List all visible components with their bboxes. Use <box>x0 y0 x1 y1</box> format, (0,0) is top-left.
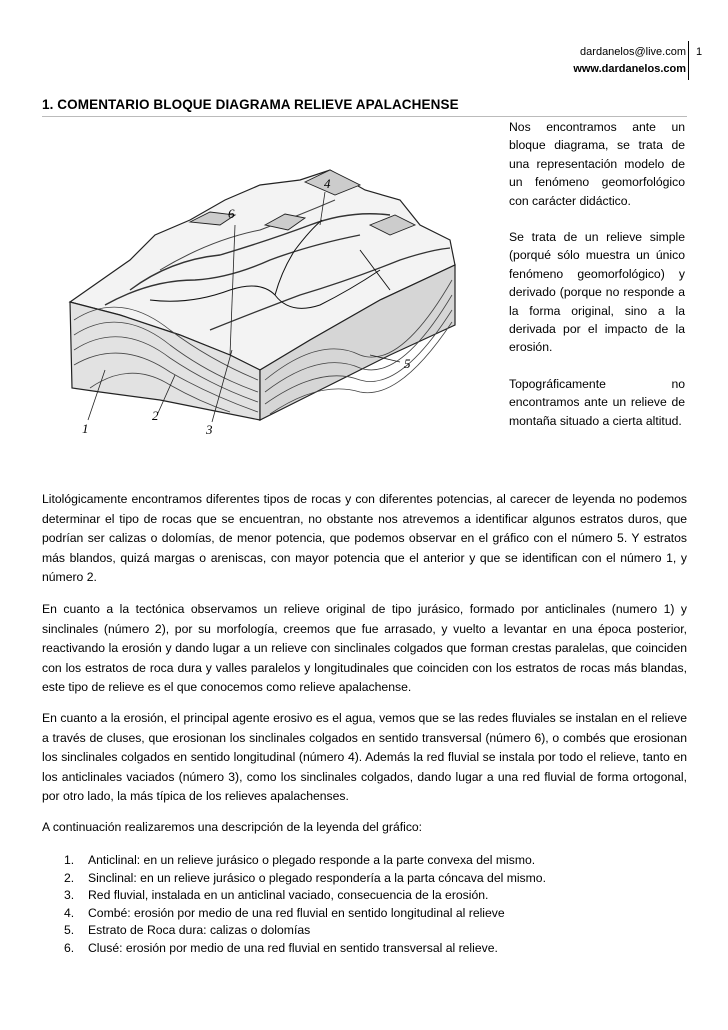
figure-label-6: 6 <box>228 206 235 221</box>
figure-label-2: 2 <box>152 408 159 423</box>
list-item-text: Anticlinal: en un relieve jurásico o plegado responde a la parte convexa del mismo. <box>88 853 536 867</box>
list-item <box>42 870 687 888</box>
paragraph-legend-intro: A continuación realizaremos una descripción de la leyenda del gráfico: <box>42 820 423 834</box>
list-item <box>42 905 687 923</box>
paragraph-lithology: Litológicamente encontramos diferentes tipos de rocas y con diferentes potencias, al carecer de leyenda no podemos determinar el tipo de rocas que se encuentran, no obstante nos atrevemos a identificar algunos estratos duros, que podrían ser calizas o dolomías, de menor potencia, que podemos observar en el gráfico con el número 5. Y estratos más blandos, quizá margas o areniscas, con mayor potencia que el anterior y que se identifican con el número 1, y número 2. <box>42 492 687 584</box>
side-column <box>509 118 685 448</box>
page-header <box>0 0 728 80</box>
list-item-number: 6. <box>64 940 75 955</box>
list-item <box>42 940 687 958</box>
paragraph-tectonics: En cuanto a la tectónica observamos un relieve original de tipo jurásico, formado por anticlinales (numero 1) y sinclinales (número 2), por su morfología, creemos que fue arrasado, y vuelto a levantar en una época posterior, reactivando la erosión y dando lugar a un relieve con sinclinales colgados que forman crestas paralelas, que coinciden con los estratos de roca dura y valles paralelos y longitudinales que coinciden con los estratos de rocas más blandas, este tipo de relieve es el que conocemos como relieve apalachense. <box>42 602 687 694</box>
figure-label-5: 5 <box>404 356 411 371</box>
header-email: dardanelos@live.com <box>580 46 686 58</box>
list-item <box>42 922 687 940</box>
block-diagram-illustration <box>60 130 480 440</box>
list-item-text: Combé: erosión por medio de una red fluvial en sentido longitudinal al relieve <box>88 905 505 920</box>
figure-label-3: 3 <box>206 422 213 437</box>
block-diagram-figure <box>60 130 480 440</box>
figure-label-1: 1 <box>82 421 89 436</box>
list-item-number: 3. <box>64 888 75 903</box>
list-item-text: Clusé: erosión por medio de una red fluvial en sentido transversal al relieve. <box>88 940 498 955</box>
side-paragraph: Topográficamente no encontramos ante un relieve de montaña situado a cierta altitud. <box>509 376 685 428</box>
list-item-number: 4. <box>64 905 75 920</box>
list-item-text: Sinclinal: en un relieve jurásico o plegado respondería a la parta cóncava del mismo. <box>88 870 546 885</box>
side-paragraph: Nos encontramos ante un bloque diagrama, se trata de una representación modelo de un fenómeno geomorfológico con carácter didáctico. <box>509 120 685 208</box>
section-title: 1. COMENTARIO BLOQUE DIAGRAMA RELIEVE APALACHENSE <box>42 97 459 112</box>
list-item-number: 1. <box>64 853 75 867</box>
paragraph-erosion: En cuanto a la erosión, el principal agente erosivo es el agua, vemos que se las redes fluviales se instalan en el relieve a través de cluses, que erosionan los sinclinales colgados en sentido transversal (número 6), o combés que erosionan los sinclinales colgados en sentido longitudinal (número 4). Además la red fluvial se instala por todo el relieve, tanto en los anticlinales vaciados (número 3), como los sinclinales colgados, dando lugar a una red fluvial de forma ortogonal, por otro lado, la más típica de los relieves apalachenses. <box>42 711 687 803</box>
title-underline <box>42 116 687 117</box>
legend-list <box>42 852 687 958</box>
list-item-text: Red fluvial, instalada en un anticlinal vaciado, consecuencia de la erosión. <box>88 888 489 903</box>
page-number: 1 <box>696 46 703 58</box>
list-item-text: Estrato de Roca dura: calizas o dolomías <box>88 923 311 938</box>
list-item-number: 5. <box>64 923 75 938</box>
header-website: www.dardanelos.com <box>573 63 686 75</box>
figure-label-4: 4 <box>324 176 331 191</box>
header-divider <box>688 41 689 80</box>
list-item <box>42 887 687 905</box>
list-item-number: 2. <box>64 870 75 885</box>
side-paragraph: Se trata de un relieve simple (porqué sólo muestra un único fenómeno geomorfológico) y derivado (porque no responde a la forma original, sino a la derivada por el impacto de la erosión. <box>509 230 685 355</box>
list-item <box>42 852 687 870</box>
